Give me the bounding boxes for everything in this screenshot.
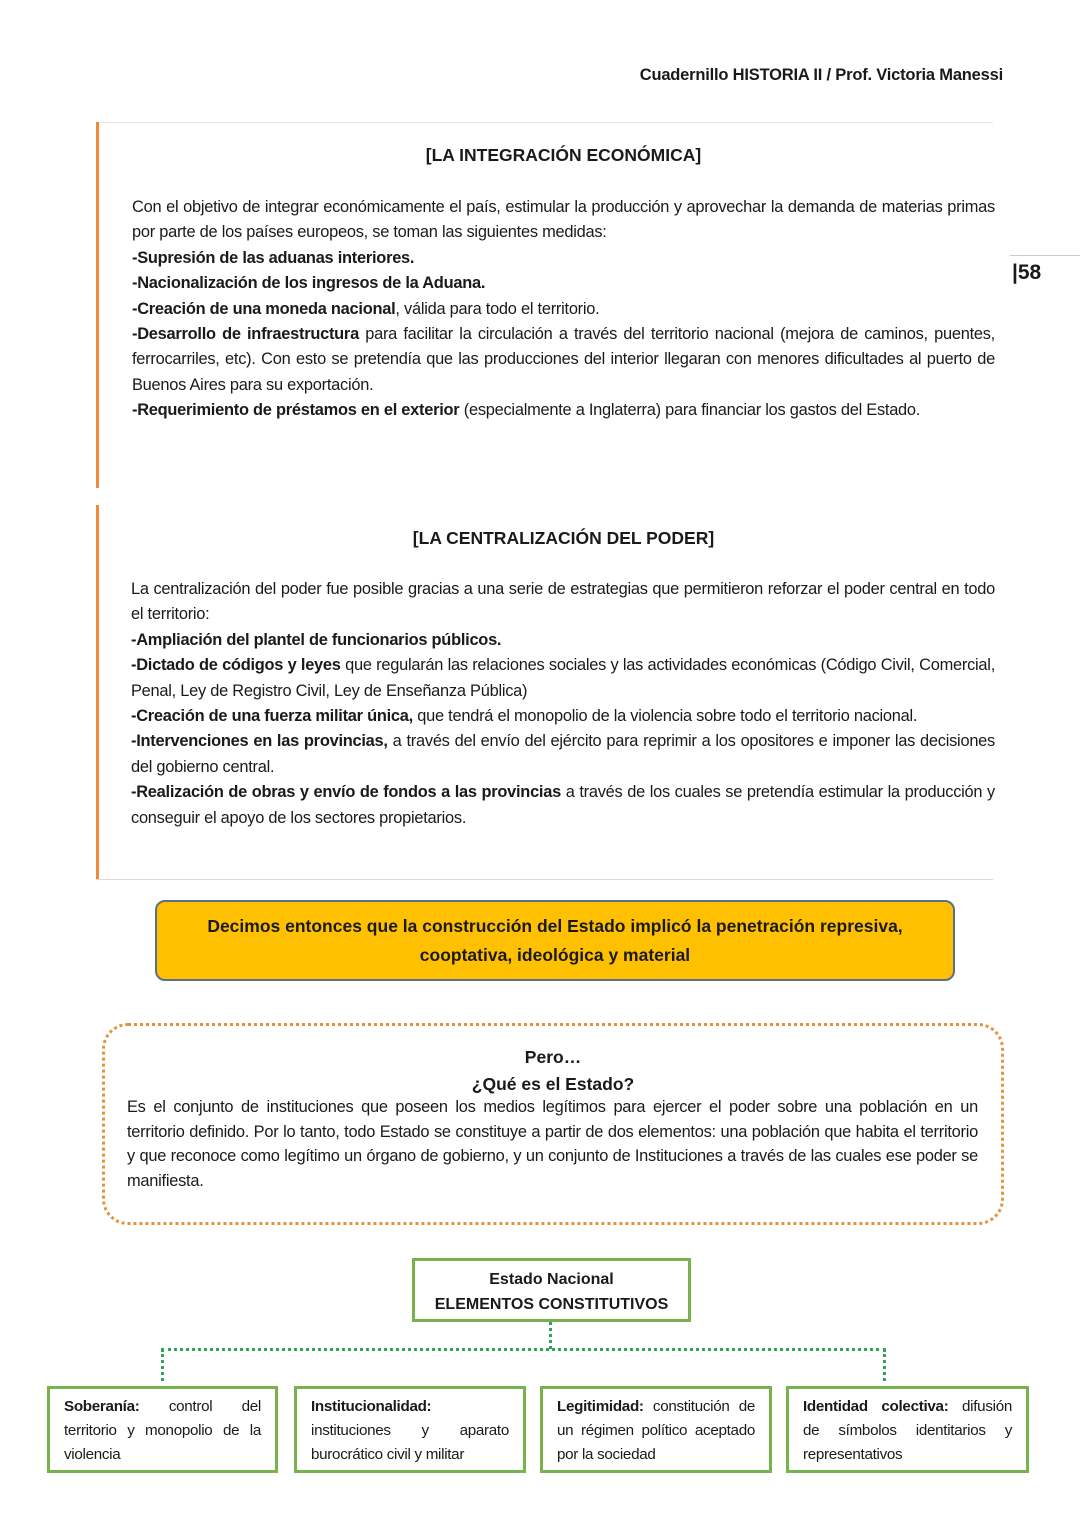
section-divider (96, 879, 993, 880)
definition-text: Es el conjunto de instituciones que poseen los medios legítimos para ejercer el poder sobre una población en un territorio definido. Por lo tanto, todo Estado se constituye a partir de dos elementos: una población que habita el territorio y que reconoce como legítimo un órgano de gobierno, y un conjunto de Instituciones a través de las cuales ese poder se manifiesta. (127, 1098, 978, 1190)
section-intro: La centralización del poder fue posible gracias a una serie de estrategias que permitieron reforzar el poder central en todo el territorio: (131, 580, 995, 624)
root-node-line-2: ELEMENTOS CONSTITUTIVOS (434, 1296, 669, 1313)
list-item: -Creación de una moneda nacional, válida para todo el territorio. (132, 299, 600, 318)
page-number-rule (1010, 255, 1080, 256)
section-body-centralizacion (131, 577, 995, 831)
list-item: -Intervenciones en las provincias, a través del envío del ejército para reprimir a los opositores e imponer las decisiones del gobierno central. (131, 732, 995, 776)
section-title-integracion: [LA INTEGRACIÓN ECONÓMICA] (425, 145, 702, 165)
section-accent-bar (96, 505, 99, 880)
list-item: -Dictado de códigos y leyes que regularán las relaciones sociales y las actividades económicas (Código Civil, Comercial, Penal, Ley de Registro Civil, Ley de Enseñanza Pública) (131, 656, 995, 700)
diagram-node-legitimidad: Legitimidad: constitución de un régimen político aceptado por la sociedad (540, 1386, 772, 1473)
definition-heading-line-1: Pero… (524, 1047, 582, 1067)
section-body-integracion (132, 195, 995, 424)
diagram-connector (549, 1322, 552, 1349)
section-title-centralizacion: [LA CENTRALIZACIÓN DEL PODER] (412, 528, 715, 548)
section-accent-bar (96, 122, 99, 488)
list-item: -Realización de obras y envío de fondos a las provincias a través de los cuales se pretendía estimular la producción y conseguir el apoyo de los sectores propietarios. (131, 783, 995, 827)
section-divider (96, 122, 993, 123)
diagram-node-soberania: Soberanía: control del territorio y monopolio de la violencia (47, 1386, 278, 1473)
definition-heading-line-2: ¿Qué es el Estado? (471, 1074, 635, 1094)
diagram-node-institucionalidad: Institucionalidad: instituciones y aparato burocrático civil y militar (294, 1386, 526, 1473)
list-item: -Nacionalización de los ingresos de la Aduana. (132, 274, 486, 293)
conclusion-line-2: cooptativa, ideológica y material (419, 944, 691, 965)
diagram-node-identidad-colectiva: Identidad colectiva: difusión de símbolos identitarios y representativos (786, 1386, 1029, 1473)
list-item: -Requerimiento de préstamos en el exterior (especialmente a Inglaterra) para financiar los gastos del Estado. (132, 401, 921, 420)
list-item: -Desarrollo de infraestructura para facilitar la circulación a través del territorio nacional (mejora de caminos, puentes, ferrocarriles, etc). Con esto se pretendía que las producciones del interior llegaran con menores dificultades al puerto de Buenos Aires para su exportación. (132, 325, 995, 394)
conclusion-line-1: Decimos entonces que la construcción del Estado implicó la penetración represiva, (207, 915, 903, 936)
definition-heading (102, 1044, 1004, 1098)
diagram-connector (161, 1349, 164, 1381)
diagram-root-node (412, 1258, 691, 1322)
section-intro: Con el objetivo de integrar económicamente el país, estimular la producción y aprovechar la demanda de materias primas por parte de los países europeos, se toman las siguientes medidas: (132, 198, 995, 242)
list-item: -Creación de una fuerza militar única, que tendrá el monopolio de la violencia sobre todo el territorio nacional. (131, 707, 918, 726)
page-header: Cuadernillo HISTORIA II / Prof. Victoria Manessi (639, 66, 1003, 84)
root-node-line-1: Estado Nacional (489, 1271, 614, 1288)
diagram-connector (883, 1349, 886, 1381)
list-item: -Ampliación del plantel de funcionarios públicos. (131, 630, 502, 649)
diagram-connector (161, 1348, 886, 1351)
list-item: -Supresión de las aduanas interiores. (132, 248, 415, 267)
conclusion-highlight-box (155, 900, 955, 981)
page-number: |58 (1012, 261, 1042, 284)
